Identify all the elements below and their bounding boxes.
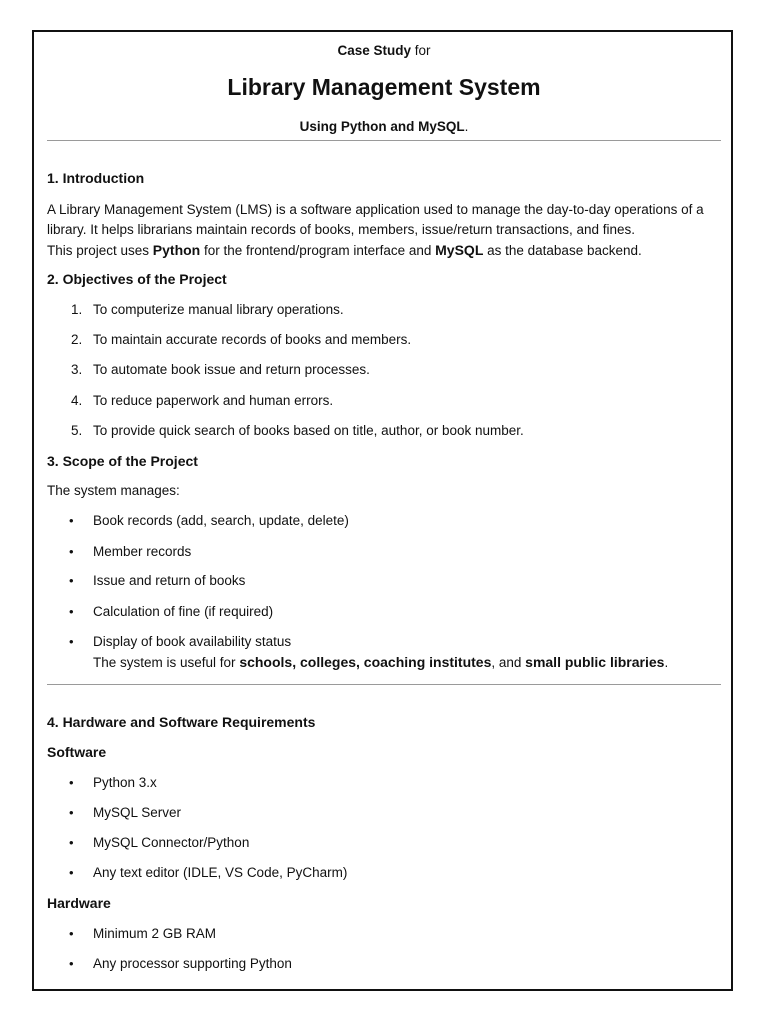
list-item: Display of book availability status [93,634,292,649]
section-heading-introduction: 1. Introduction [47,170,145,186]
list-item: Any text editor (IDLE, VS Code, PyCharm) [93,865,348,880]
note-text: The system is useful for [93,655,240,670]
intro-paragraph: A Library Management System (LMS) is a software application used to manage the day-to-day operations of a library. It helps librarians maintain records of books, members, issue/return transactions, and fines. [47,202,704,237]
intro-python: Python [152,242,201,258]
list-item: To computerize manual library operations. [93,302,344,317]
subtitle-rest: . [464,119,469,134]
bullet-icon: • [69,544,74,559]
list-item: MySQL Connector/Python [93,835,250,850]
list-item: Any processor supporting Python [93,956,292,971]
list-item: To automate book issue and return processes. [93,362,370,377]
scope-intro: The system manages: [47,483,180,498]
subheading-software: Software [47,744,107,760]
list-number: 4. [71,393,83,408]
list-item: To maintain accurate records of books and members. [93,332,412,347]
list-number: 5. [71,423,83,438]
scope-useful-note [93,654,668,670]
section-heading-scope: 3. Scope of the Project [47,453,198,469]
bullet-icon: • [69,865,74,880]
intro-text: This project uses [47,243,153,258]
intro-text: for the frontend/program interface and [200,243,436,258]
subheading-hardware: Hardware [47,895,111,911]
note-text: . [664,655,669,670]
note-bold: small public libraries [525,654,665,670]
doc-kicker [47,43,721,58]
list-number: 1. [71,302,83,317]
bullet-icon: • [69,805,74,820]
list-item: To provide quick search of books based on title, author, or book number. [93,423,524,438]
list-item: To reduce paperwork and human errors. [93,393,334,408]
list-item: MySQL Server [93,805,182,820]
doc-title: Library Management System [227,74,541,100]
kicker-rest: for [411,43,431,58]
bullet-icon: • [69,926,74,941]
section-heading-requirements: 4. Hardware and Software Requirements [47,714,316,730]
list-number: 2. [71,332,83,347]
doc-subtitle [47,119,721,134]
intro-mysql: MySQL [435,242,484,258]
intro-paragraph-tech [47,240,721,261]
list-item: Member records [93,544,192,559]
list-item: Minimum 2 GB RAM [93,926,217,941]
bullet-icon: • [69,634,74,649]
list-item: Python 3.x [93,775,157,790]
intro-text: as the database backend. [483,243,642,258]
bullet-icon: • [69,835,74,850]
list-number: 3. [71,362,83,377]
section-heading-objectives: 2. Objectives of the Project [47,271,227,287]
note-text: , and [491,655,526,670]
bullet-icon: • [69,775,74,790]
list-item: Calculation of fine (if required) [93,604,274,619]
bullet-icon: • [69,956,74,971]
divider-top [47,140,721,141]
kicker-bold: Case Study [337,43,411,58]
divider-middle [47,684,721,685]
bullet-icon: • [69,513,74,528]
subtitle-bold: Using Python and MySQL [299,119,465,134]
bullet-icon: • [69,573,74,588]
bullet-icon: • [69,604,74,619]
note-bold: schools, colleges, coaching institutes [239,654,492,670]
list-item: Book records (add, search, update, delete) [93,513,349,528]
list-item: Issue and return of books [93,573,246,588]
